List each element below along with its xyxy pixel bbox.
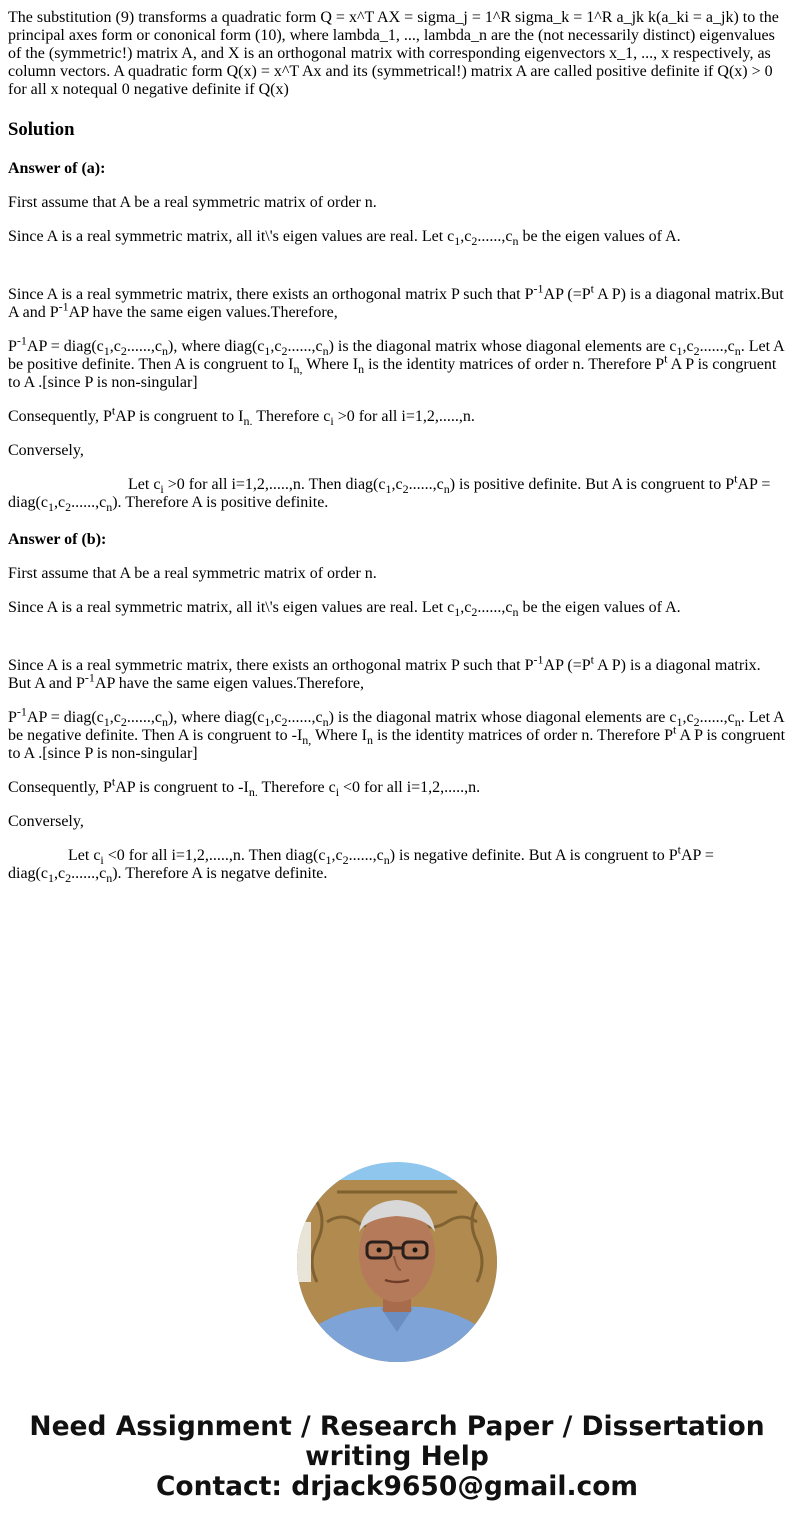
footer-line-1: Need Assignment / Research Paper / Dissertation — [29, 1411, 765, 1442]
footer-line-2: writing Help — [305, 1441, 489, 1472]
answer-a-p3: Since A is a real symmetric matrix, there exists an orthogonal matrix P such that $P^{-1}AP$ ($=P^t$ A P) is a diagonal matrix.But A and $P^{-1}AP$ have the same eigen values.Therefore, — [8, 281, 784, 321]
answer-b-p3: Since A is a real symmetric matrix, there exists an orthogonal matrix P such that $P^{-1}AP$ ($=P^t$ A P) is a diagonal matrix. But A and $P^{-1}AP$ have the same eigen values.Therefore, — [8, 652, 761, 692]
answer-b-p6: Conversely, — [8, 813, 84, 830]
answer-a-p2: Since A is a real symmetric matrix, all it\'s eigen values are real. Let $c_1,c_2......,c_n$ be the eigen values of A. — [8, 228, 681, 249]
intro-paragraph: The substitution (9) transforms a quadratic form Q = x^T AX = sigma_j = 1^R sigma_k = 1^R a_jk k(a_ki = a_jk) to the principal axes form or cononical form (10), where lambda_1, ..., lambda_n are the (not necessarily distinct) eigenvalues of the (symmetric!) matrix A, and X is an orthogonal matrix with corresponding eigenvectors x_1, ..., x respectively, as column vectors. A quadratic form Q(x) = x^T Ax and its (symmetrical!) matrix A are called positive definite if Q(x) > 0 for all x notequal 0 negative definite if Q(x) — [8, 9, 779, 98]
footer-contact: Contact: drjack9650@gmail.com — [155, 1471, 639, 1502]
answer-b-p5: Consequently, $P^tAP$ is congruent to $-I_{n.}$ Therefore $c_i <0$ for all i=1,2,.....,n. — [8, 774, 481, 800]
wall-switch — [297, 1222, 311, 1282]
answer-a-p6: Conversely, — [8, 442, 84, 459]
photo-eye-left — [377, 1248, 382, 1253]
answer-a-p5: Consequently, $P^tAP$ is congruent to $I_{n.}$ Therefore $c_i >0$ for all i=1,2,.....,n. — [8, 403, 475, 429]
photo-eye-right — [413, 1248, 418, 1253]
answer-b-p4: $P^{-1}AP$ = $diag(c_1,c_2......,c_n)$, where $diag(c_1,c_2......,c_n)$ is the diagonal matrix whose diagonal elements are $c_1,c_2......,c_n$. Let A be negative definite. Then A is congruent to $-I_{n,}$ Where $I_n$ is the identity matrices of order n. Therefore $P^t$ A P is congruent to A .[since P is non-singular] — [8, 704, 786, 762]
solution-heading: Solution — [8, 119, 75, 140]
answer-a-p1: First assume that A be a real symmetric matrix of order n. — [8, 194, 377, 211]
answer-b-heading: Answer of (b): — [8, 531, 107, 548]
answer-a-heading: Answer of (a): — [8, 160, 106, 177]
answer-a-p7: Let $c_i >0$ for all i=1,2,.....,n. Then $diag(c_1,c_2......,c_n)$ is positive definite. But A is congruent to $P^tAP$ = $diag(c_1,c_2......,c_n)$. Therefore A is positive definite. — [8, 471, 771, 515]
author-portrait-image — [297, 1162, 497, 1362]
answer-b-p1: First assume that A be a real symmetric matrix of order n. — [8, 565, 377, 582]
answer-b-p2: Since A is a real symmetric matrix, all it\'s eigen values are real. Let $c_1,c_2......,c_n$ be the eigen values of A. — [8, 599, 681, 620]
footer-advert — [0, 1412, 794, 1502]
document-body — [0, 9, 794, 886]
answer-a-p4: $P^{-1}AP$ = $diag(c_1,c_2......,c_n)$, where $diag(c_1,c_2......,c_n)$ is the diagonal matrix whose diagonal elements are $c_1,c_2......,c_n$. Let A be positive definite. Then A is congruent to $I_{n,}$ Where $I_n$ is the identity matrices of order n. Therefore $P^t$ A P is congruent to A .[since P is non-singular] — [8, 333, 784, 391]
answer-b-p7: Let $c_i <0$ for all i=1,2,.....,n. Then $diag(c_1,c_2......,c_n)$ is negative definite. But A is congruent to $P^tAP$ = $diag(c_1,c_2......,c_n)$. Therefore A is negatve definite. — [8, 842, 714, 886]
author-photo — [297, 1162, 497, 1362]
